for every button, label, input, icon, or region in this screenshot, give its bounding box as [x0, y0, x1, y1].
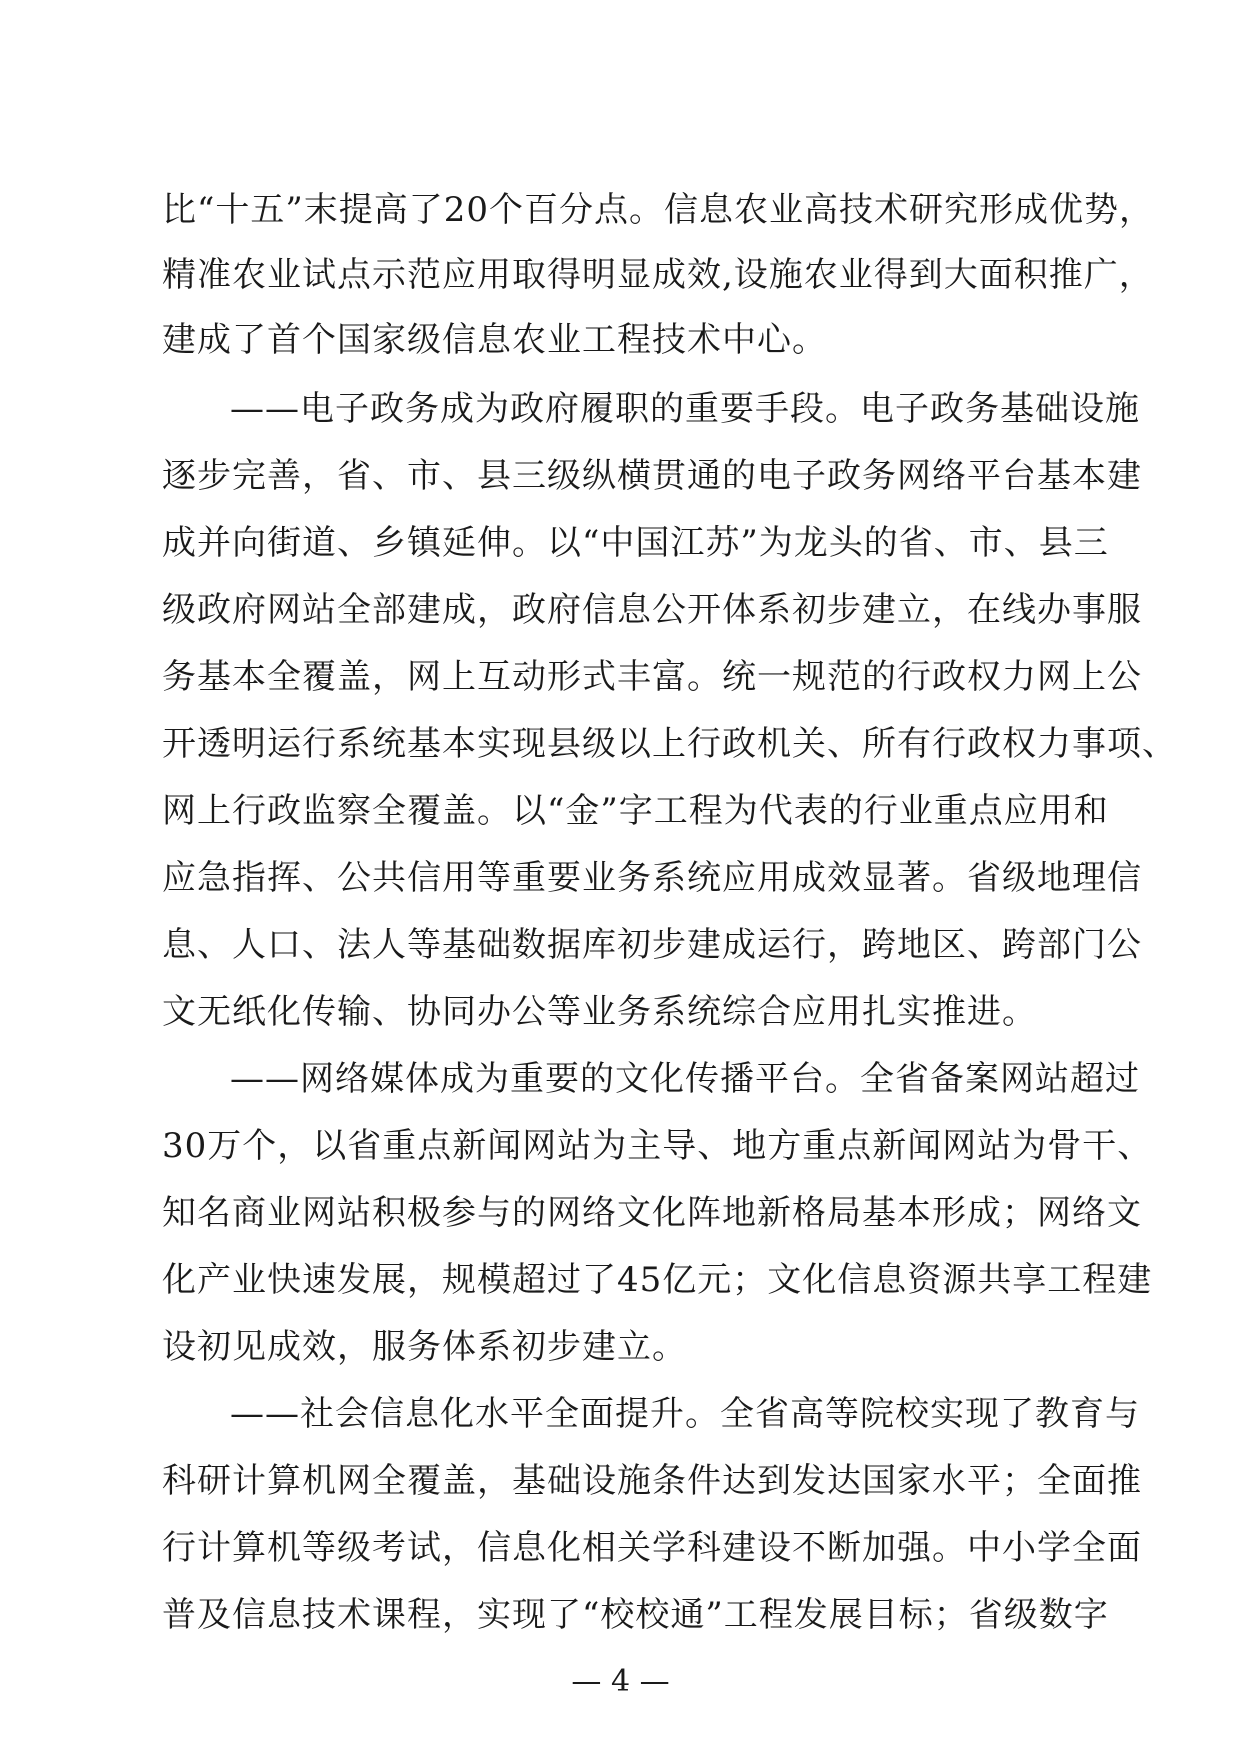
text-line: 建成了首个国家级信息农业工程技术中心。	[162, 320, 827, 360]
text-line: 30万个，以省重点新闻网站为主导、地方重点新闻网站为骨干、	[162, 1126, 1153, 1166]
text-line: 比“十五”末提高了20个百分点。信息农业高技术研究形成优势，	[162, 190, 1155, 230]
text-line: 开透明运行系统基本实现县级以上行政机关、所有行政权力事项、	[162, 724, 1177, 764]
text-line: 息、人口、法人等基础数据库初步建成运行，跨地区、跨部门公	[162, 925, 1142, 965]
text-line: 科研计算机网全覆盖，基础设施条件达到发达国家水平；全面推	[162, 1461, 1142, 1501]
text-line: 普及信息技术课程，实现了“校校通”工程发展目标；省级数字	[162, 1595, 1109, 1635]
text-line: ——电子政务成为政府履职的重要手段。电子政务基础设施	[230, 389, 1140, 429]
text-line: 知名商业网站积极参与的网络文化阵地新格局基本形成；网络文	[162, 1193, 1142, 1233]
text-line: 逐步完善，省、市、县三级纵横贯通的电子政务网络平台基本建	[162, 456, 1142, 496]
text-line: 精准农业试点示范应用取得明显成效,设施农业得到大面积推广，	[162, 255, 1154, 295]
text-line: 成并向街道、乡镇延伸。以“中国江苏”为龙头的省、市、县三	[162, 523, 1109, 563]
text-line: 级政府网站全部建成，政府信息公开体系初步建立，在线办事服	[162, 590, 1142, 630]
text-line: 网上行政监察全覆盖。以“金”字工程为代表的行业重点应用和	[162, 791, 1109, 831]
text-line: ——社会信息化水平全面提升。全省高等院校实现了教育与	[230, 1394, 1140, 1434]
text-line: 设初见成效，服务体系初步建立。	[162, 1327, 687, 1367]
text-line: 文无纸化传输、协同办公等业务系统综合应用扎实推进。	[162, 992, 1037, 1032]
text-line: ——网络媒体成为重要的文化传播平台。全省备案网站超过	[230, 1059, 1140, 1099]
text-line: 应急指挥、公共信用等重要业务系统应用成效显著。省级地理信	[162, 858, 1142, 898]
text-line: 务基本全覆盖，网上互动形式丰富。统一规范的行政权力网上公	[162, 657, 1142, 697]
text-line: 化产业快速发展，规模超过了45亿元；文化信息资源共享工程建	[162, 1260, 1153, 1300]
page-number: — 4 —	[571, 1664, 670, 1699]
text-line: 行计算机等级考试，信息化相关学科建设不断加强。中小学全面	[162, 1528, 1142, 1568]
